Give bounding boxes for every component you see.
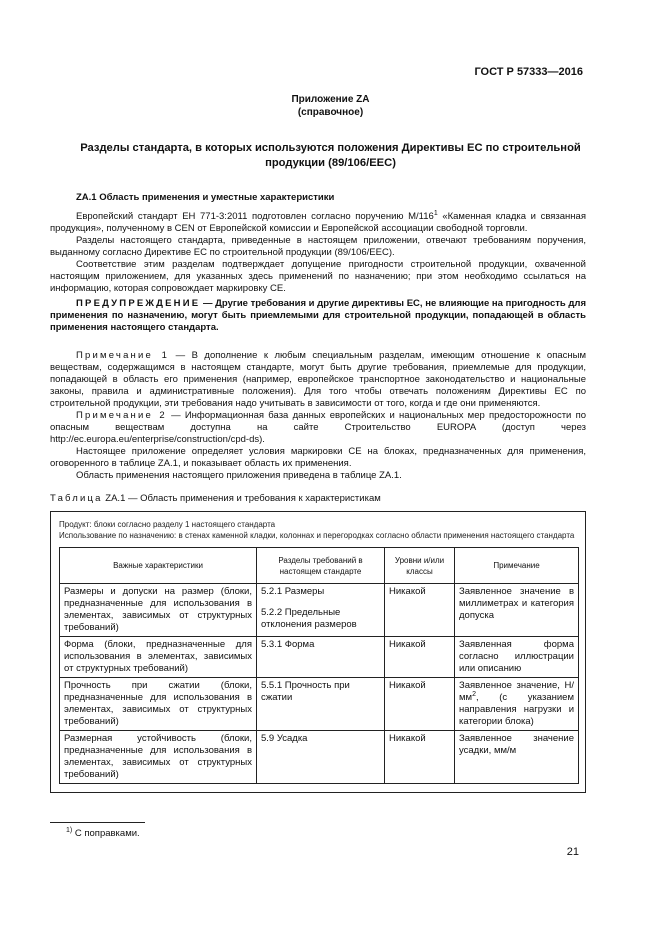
closing-paragraph-1: Настоящее приложение определяет условия маркировки СЕ на блоках, предназначенных для применения, оговоренного в таблице ZA.1, и показывает область их применения. — [50, 446, 586, 469]
cell-section: 5.5.1 Прочность при сжатии — [257, 678, 385, 731]
standard-number-header: ГОСТ Р 57333—2016 — [474, 66, 583, 78]
section-title: ZA.1 Область применения и уместные характеристики — [76, 192, 335, 203]
requirements-table — [59, 547, 579, 784]
cell-section: 5.3.1 Форма — [257, 637, 385, 678]
cell-note-a: Заявленное значение, Н/мм — [459, 680, 574, 703]
page-title-line1: Разделы стандарта, в которых используются положения Директивы ЕС по строительной — [80, 142, 581, 154]
closing-paragraph-2: Область применения настоящего приложения приведена в таблице ZA.1. — [76, 470, 402, 481]
closing-block — [50, 446, 586, 482]
col-header-levels: Уровни и/или классы — [385, 548, 455, 584]
annex-heading — [0, 93, 661, 119]
cell-level: Никакой — [385, 678, 455, 731]
cell-characteristic: Размеры и допуски на размер (блоки, предназначенные для использования в элементах, зависимых от структурных требований) — [60, 584, 257, 637]
cell-note-b: , (с указанием направления нагрузки и категории блока) — [459, 692, 574, 727]
note-1-label: Примечание 1 — [76, 350, 170, 361]
cell-section: 5.9 Усадка — [257, 731, 385, 784]
note-2-label: Примечание 2 — [76, 410, 167, 421]
annex-title: Приложение ZA — [291, 94, 370, 105]
warning-label: ПРЕДУПРЕЖДЕНИЕ — [76, 298, 201, 309]
page-title-line2: продукции (89/106/ЕЕС) — [265, 157, 396, 169]
cell-level: Никакой — [385, 731, 455, 784]
table-row — [60, 584, 579, 637]
cell-note: Заявленное значение усадки, мм/м — [455, 731, 579, 784]
cell-section-b: 5.2.2 Предельные отклонения размеров — [261, 607, 357, 630]
note-2-text: — Информационная база данных европейских и национальных мер предосторожности по опасным веществам доступна на сайте Строительство EUROPA (доступ через http://ec.europa.eu/enterprise/construction/cpd-ds). — [50, 410, 587, 445]
table-product: Продукт: блоки согласно разделу 1 настоящего стандарта — [59, 520, 276, 529]
table-intended-use: Использование по назначению: в стенах каменной кладки, колоннах и перегородках согласно области применения настоящего стандарта — [59, 531, 575, 540]
table-caption-text: ZA.1 — Область применения и требования к характеристикам — [102, 493, 381, 504]
table-caption-label: Таблица — [50, 493, 103, 504]
table-row — [60, 637, 579, 678]
col-header-sections: Разделы требований в настоящем стандарте — [257, 548, 385, 584]
table-caption — [50, 493, 381, 505]
page-title — [0, 141, 661, 171]
cell-characteristic: Прочность при сжатии (блоки, предназначенные для использования в элементах, зависимых от структурных требований) — [60, 678, 257, 731]
paragraph-sections: Разделы настоящего стандарта, приведенные в настоящем приложении, отвечают требованиям поручения, выданному согласно Директиве ЕС по строительной продукции (89/106/ЕЕС). — [50, 235, 586, 258]
cell-note-sup: 2 — [472, 691, 476, 698]
footnote-divider — [50, 822, 145, 823]
note-2 — [50, 410, 586, 446]
cell-level: Никакой — [385, 584, 455, 637]
table-info — [51, 512, 585, 547]
footnote-text: С поправками. — [72, 828, 140, 839]
cell-section-a: 5.2.1 Размеры — [261, 586, 325, 597]
table-row — [60, 678, 579, 731]
paragraph-mandate — [50, 211, 586, 235]
page-number: 21 — [566, 846, 579, 858]
paragraph-mandate-a: Европейский стандарт ЕН 771-3:2011 подготовлен согласно поручению М/116 — [76, 211, 434, 222]
footnote-ref: 1 — [433, 210, 438, 217]
cell-note — [455, 678, 579, 731]
note-1-text: — В дополнение к любым специальным разделам, имеющим отношение к опасным веществам, содержащимся в настоящем стандарте, могут быть другие требования, приемлемые для продукции, попадающей в область его применения (например, европейское транспортное законодательство и национальные законы, правила и административные положения). Для того чтобы отвечать положениям Директивы ЕС по строительной продукции, эти требования надо учитывать в зависимости от того, когда и где они применяются. — [50, 350, 587, 409]
col-header-characteristics: Важные характеристики — [60, 548, 257, 584]
footnote-mark: 1) — [66, 827, 73, 834]
cell-characteristic: Размерная устойчивость (блоки, предназначенные для использования в элементах, зависимых от структурных требований) — [60, 731, 257, 784]
cell-section — [257, 584, 385, 637]
cell-note: Заявленная форма согласно иллюстрации или описанию — [455, 637, 579, 678]
warning-text: — Другие требования и другие директивы ЕС, не влияющие на пригодность для применения по назначению, могут быть приемлемыми для строительной продукции, попадающей в область применения настоящего стандарта. — [50, 298, 586, 333]
col-header-note: Примечание — [455, 548, 579, 584]
cell-characteristic: Форма (блоки, предназначенные для использования в элементах, зависимых от структурных требований) — [60, 637, 257, 678]
warning-block — [50, 298, 586, 334]
paragraph-compliance: Соответствие этим разделам подтверждает допущение пригодности строительной продукции, охваченной настоящим приложением, для указанных здесь применений по назначению; при этом необходимо ссылаться на информацию, которая сопровождает маркировку СЕ. — [50, 259, 586, 294]
table-header-row — [60, 548, 579, 584]
cell-note: Заявленное значение в миллиметрах и категория допуска — [455, 584, 579, 637]
cell-level: Никакой — [385, 637, 455, 678]
annex-subtitle: (справочное) — [297, 107, 364, 118]
table-za1 — [50, 511, 586, 793]
footnote — [66, 828, 140, 840]
warning-paragraph — [50, 298, 586, 334]
paragraph-mandate-b: «Каменная кладка и связанная продукция», полученному в CEN от Европейской комиссии и Европейской ассоциации свободной торговли. — [50, 211, 586, 234]
section-body — [50, 211, 586, 295]
notes-block — [50, 350, 586, 446]
table-row — [60, 731, 579, 784]
note-1 — [50, 350, 586, 410]
